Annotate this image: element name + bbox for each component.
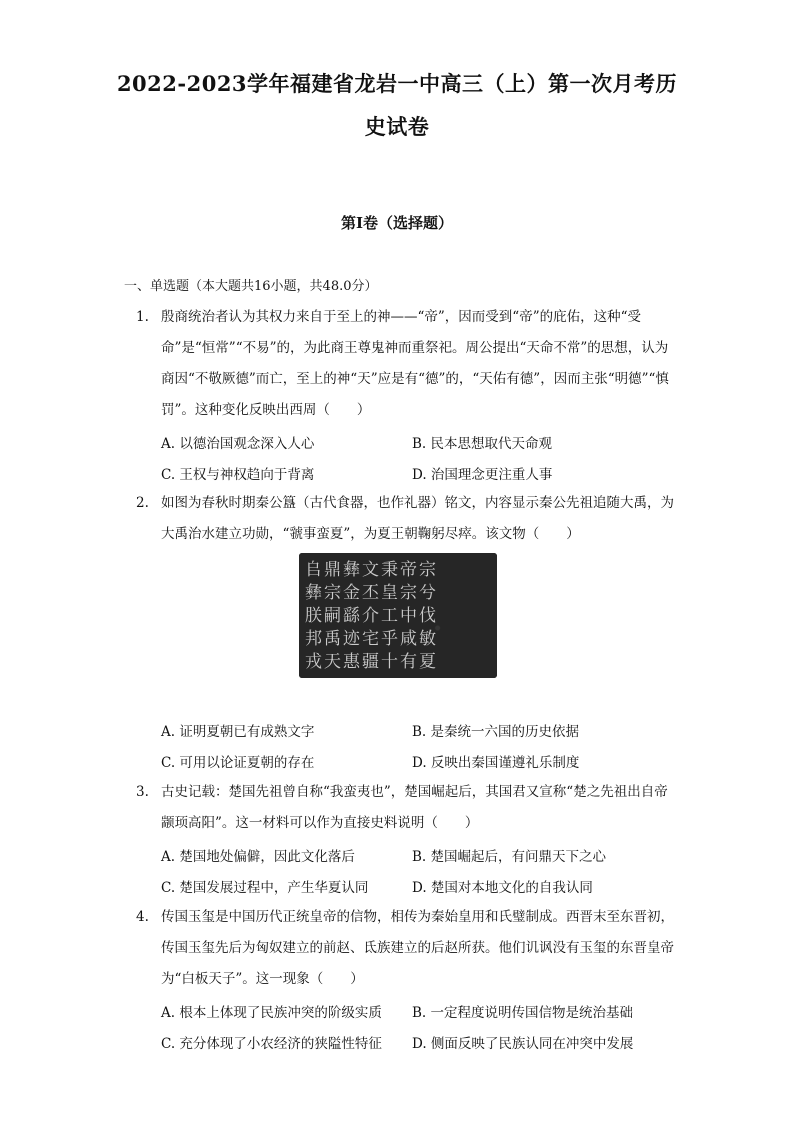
option-c[interactable]: C. 充分体现了小农经济的狭隘性特征 — [161, 1036, 382, 1052]
option-c[interactable]: C. 可用以论证夏朝的存在 — [161, 755, 315, 771]
option-b[interactable]: B. 是秦统一六国的历史依据 — [412, 724, 580, 740]
question-2-options-row2 — [161, 751, 681, 771]
question-number: 4. — [136, 909, 149, 925]
exam-title-line1: 2022-2023学年福建省龙岩一中高三（上）第一次月考历 — [116, 71, 678, 96]
option-c[interactable]: C. 楚国发展过程中，产生华夏认同 — [161, 880, 369, 896]
question-number: 1. — [136, 309, 149, 325]
option-a[interactable]: A. 楚国地处偏僻，因此文化落后 — [161, 849, 355, 865]
question-2-options-row1 — [161, 720, 681, 740]
exam-title-line2: 史试卷 — [364, 114, 430, 139]
bronze-inscription-rubbing-image: 𠂤鼎彝文秉帝宗 彝宗金丕皇宗兮 朕嗣繇介工中伐 邦禹迹宅乎咸敏 戎天惠疆十有夏 — [299, 553, 497, 678]
question-stem: 殷商统治者认为其权力来自于至上的神——“帝”，因而受到“帝”的庇佑，这种“受命”是“恒常”“不易”的，为此商王尊鬼神而重祭祀。周公提出“天命不常”的思想，认为商因“不敬厥德”而亡，至上的神“天”应是有“德”的，“天佑有德”，因而主张“明德”“慎罚”。这种变化反映出西周（ ） — [161, 309, 669, 418]
question-stem: 如图为春秋时期秦公簋（古代食器，也作礼器）铭文，内容显示秦公先祖追随大禹，为大禹治水建立功勋，“虢事蛮夏”，为夏王朝鞠躬尽瘁。该文物（ ） — [161, 495, 674, 542]
question-1-options-row1 — [161, 432, 681, 452]
question-3-options-row2 — [161, 876, 681, 896]
option-c[interactable]: C. 王权与神权趋向于背离 — [161, 467, 315, 483]
option-a[interactable]: A. 以德治国观念深入人心 — [161, 436, 315, 452]
question-stem: 古史记载：楚国先祖曾自称“我蛮夷也”，楚国崛起后，其国君又宣称“楚之先祖出自帝颛顼高阳”。这一材料可以作为直接史料说明（ ） — [161, 784, 668, 831]
section-title: 第I卷（选择题） — [340, 214, 454, 232]
question-number: 3. — [136, 784, 149, 800]
option-d[interactable]: D. 楚国对本地文化的自我认同 — [412, 880, 593, 896]
question-group-heading: 一、单选题（本大题共16小题，共48.0分） — [124, 279, 378, 294]
option-b[interactable]: B. 民本思想取代天命观 — [412, 436, 553, 452]
question-1-options-row2 — [161, 463, 681, 483]
question-4-options-row1 — [161, 1001, 681, 1021]
question-number: 2. — [136, 495, 149, 511]
option-b[interactable]: B. 一定程度说明传国信物是统治基础 — [412, 1005, 634, 1021]
question-4-options-row2 — [161, 1032, 681, 1052]
option-d[interactable]: D. 治国理念更注重人事 — [412, 467, 553, 483]
option-b[interactable]: B. 楚国崛起后，有问鼎天下之心 — [412, 849, 607, 865]
question-stem: 传国玉玺是中国历代正统皇帝的信物，相传为秦始皇用和氏璧制成。西晋末至东晋初，传国玉玺先后为匈奴建立的前赵、氐族建立的后赵所获。他们讥讽没有玉玺的东晋皇帝为“白板天子”。这一现象（ ） — [161, 909, 674, 987]
question-3-options-row1 — [161, 845, 681, 865]
option-d[interactable]: D. 侧面反映了民族认同在冲突中发展 — [412, 1036, 634, 1052]
option-a[interactable]: A. 证明夏朝已有成熟文字 — [161, 724, 315, 740]
option-d[interactable]: D. 反映出秦国谨遵礼乐制度 — [412, 755, 580, 771]
option-a[interactable]: A. 根本上体现了民族冲突的阶级实质 — [161, 1005, 382, 1021]
